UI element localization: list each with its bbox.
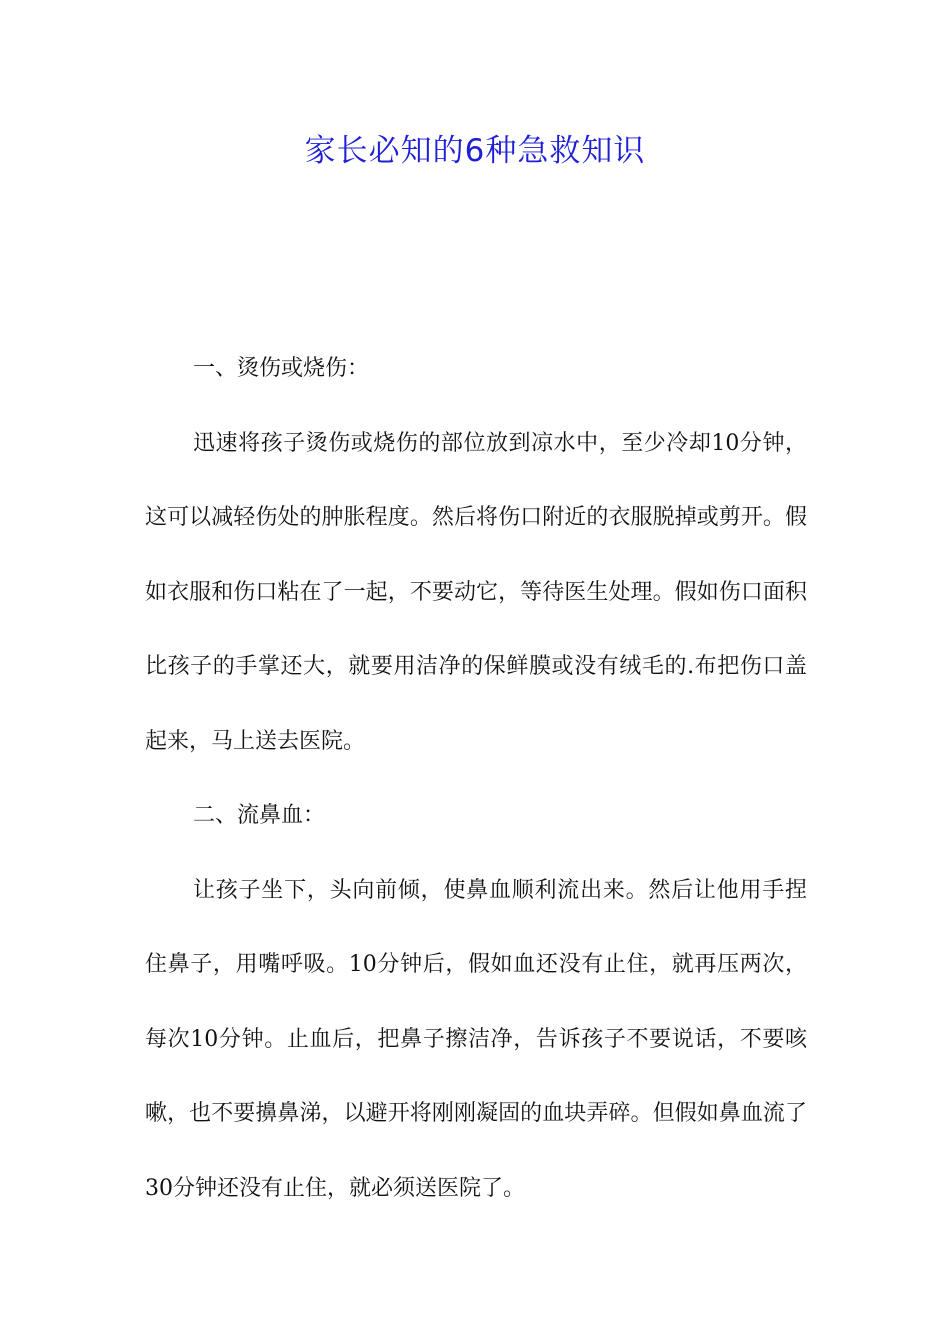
document-body bbox=[145, 332, 807, 1226]
section-heading-nosebleed: 二、流鼻血： bbox=[193, 803, 326, 828]
document-title: 家长必知的6种急救知识 bbox=[304, 133, 646, 169]
section-body-nosebleed: 让孩子坐下，头向前倾，使鼻血顺利流出来。然后让他用手捏住鼻子，用嘴呼吸。10分钟后，假如血还没有止住，就再压两次，每次10分钟。止血后，把鼻子擦洁净，告诉孩子不要说话，不要咳嗽，也不要擤鼻涕，以避开将刚刚凝固的血块弄碎。但假如鼻血流了30分钟还没有止住，就必须送医院了。 bbox=[145, 877, 807, 1201]
section-body-burns: 迅速将孩子烫伤或烧伤的部位放到凉水中，至少冷却10分钟，这可以减轻伤处的肿胀程度。然后将伤口附近的衣服脱掉或剪开。假如衣服和伤口粘在了一起，不要动它，等待医生处理。假如伤口面积比孩子的手掌还大，就要用洁净的保鲜膜或没有绒毛的.布把伤口盖起来，马上送去医院。 bbox=[145, 430, 807, 754]
section-heading-burns: 一、烫伤或烧伤： bbox=[193, 356, 370, 381]
